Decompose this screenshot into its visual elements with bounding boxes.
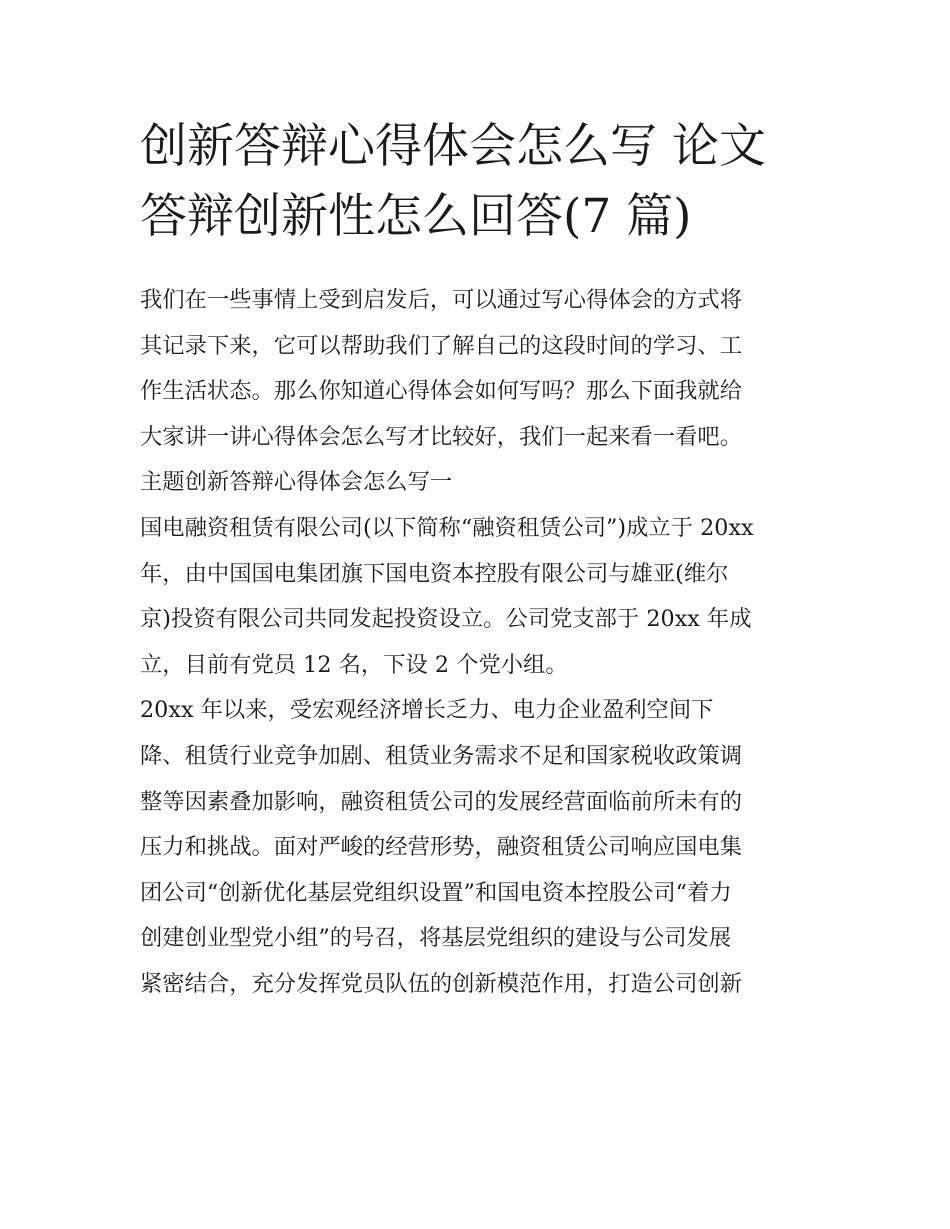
text-line: 作生活状态。那么你知道心得体会如何写吗？那么下面我就给 <box>140 378 743 405</box>
text-line: 创建创业型党小组”的号召，将基层党组织的建设与公司发展 <box>140 925 732 952</box>
text-line: 国电融资租赁有限公司(以下简称“融资租赁公司”)成立于 20xx <box>140 514 754 541</box>
intro-paragraph <box>140 278 820 460</box>
text-line: 紧密结合，充分发挥党员队伍的创新模范作用，打造公司创新 <box>140 970 743 997</box>
text-line: 年，由中国国电集团旗下国电资本控股有限公司与雄亚(维尔 <box>140 560 729 587</box>
title-line: 答辩创新性怎么回答(7 篇) <box>140 189 692 244</box>
title-line: 创新答辩心得体会怎么写 论文 <box>140 119 766 174</box>
document-body <box>140 278 820 1008</box>
text-line: 我们在一些事情上受到启发后，可以通过写心得体会的方式将 <box>140 287 743 313</box>
text-line: 压力和挑战。面对严峻的经营形势，融资租赁公司响应国电集 <box>140 834 743 861</box>
section-heading <box>140 460 820 506</box>
text-line: 团公司“创新优化基层党组织设置”和国电资本控股公司“着力 <box>140 879 732 906</box>
text-line: 京)投资有限公司共同发起投资设立。公司党支部于 20xx 年成 <box>140 606 752 633</box>
text-line: 其记录下来，它可以帮助我们了解自己的这段时间的学习、工 <box>140 332 743 359</box>
text-line: 主题创新答辩心得体会怎么写一 <box>140 469 453 496</box>
document-title <box>140 112 820 252</box>
text-line: 20xx 年以来，受宏观经济增长乏力、电力企业盈利空间下 <box>140 697 714 724</box>
text-line: 整等因素叠加影响，融资租赁公司的发展经营面临前所未有的 <box>140 788 743 815</box>
text-line: 立，目前有党员 12 名，下设 2 个党小组。 <box>140 651 568 678</box>
text-line: 降、租赁行业竞争加剧、租赁业务需求不足和国家税收政策调 <box>140 742 743 769</box>
context-paragraph <box>140 688 820 1007</box>
text-line: 大家讲一讲心得体会怎么写才比较好，我们一起来看一看吧。 <box>140 423 743 450</box>
company-paragraph <box>140 506 820 688</box>
